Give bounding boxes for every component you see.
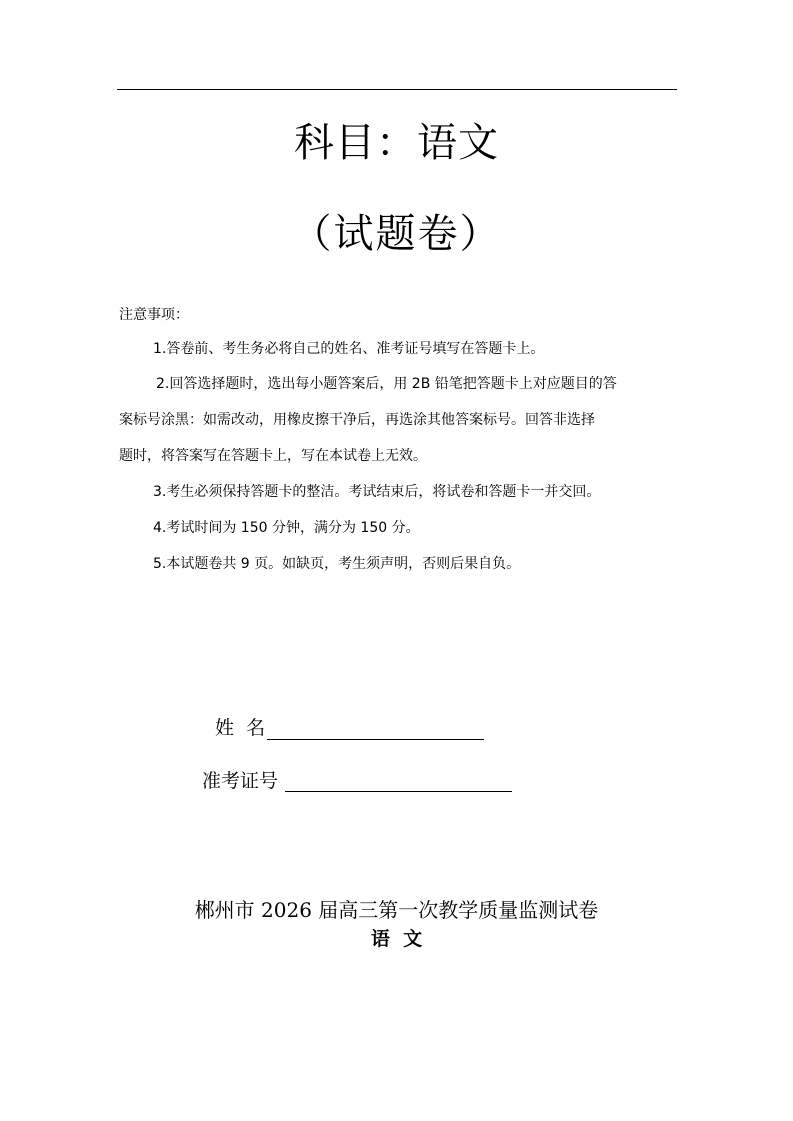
exam-id-field-blank [285, 791, 512, 792]
subject-footer: 语 文 [370, 928, 423, 950]
notes-heading: 注意事项： [119, 307, 189, 323]
note-line: 2.回答选择题时，选出每小题答案后，用 2B 铅笔把答题卡上对应题目的答 [156, 376, 617, 392]
note-line: 4.考试时间为 150 分钟，满分为 150 分。 [153, 520, 420, 536]
subject-title: 科目：语文 [294, 120, 499, 166]
note-line: 5.本试题卷共 9 页。如缺页，考生须声明，否则后果自负。 [153, 556, 521, 572]
note-line: 1.答卷前、考生务必将自己的姓名、准考证号填写在答题卡上。 [153, 341, 545, 357]
exam-id-field-label: 准考证号 [202, 770, 279, 792]
name-field-blank [267, 739, 484, 740]
name-field-label: 姓 名 [215, 717, 266, 739]
top-rule [117, 89, 677, 90]
exam-name: 郴州市 2026 届高三第一次教学质量监测试卷 [194, 898, 599, 922]
note-line: 题时，将答案写在答题卡上，写在本试卷上无效。 [119, 448, 427, 464]
note-line: 案标号涂黑：如需改动，用橡皮擦干净后，再选涂其他答案标号。回答非选择 [119, 412, 595, 428]
note-line: 3.考生必须保持答题卡的整洁。考试结束后，将试卷和答题卡一并交回。 [153, 484, 601, 500]
paper-type: （试题卷） [291, 211, 502, 257]
